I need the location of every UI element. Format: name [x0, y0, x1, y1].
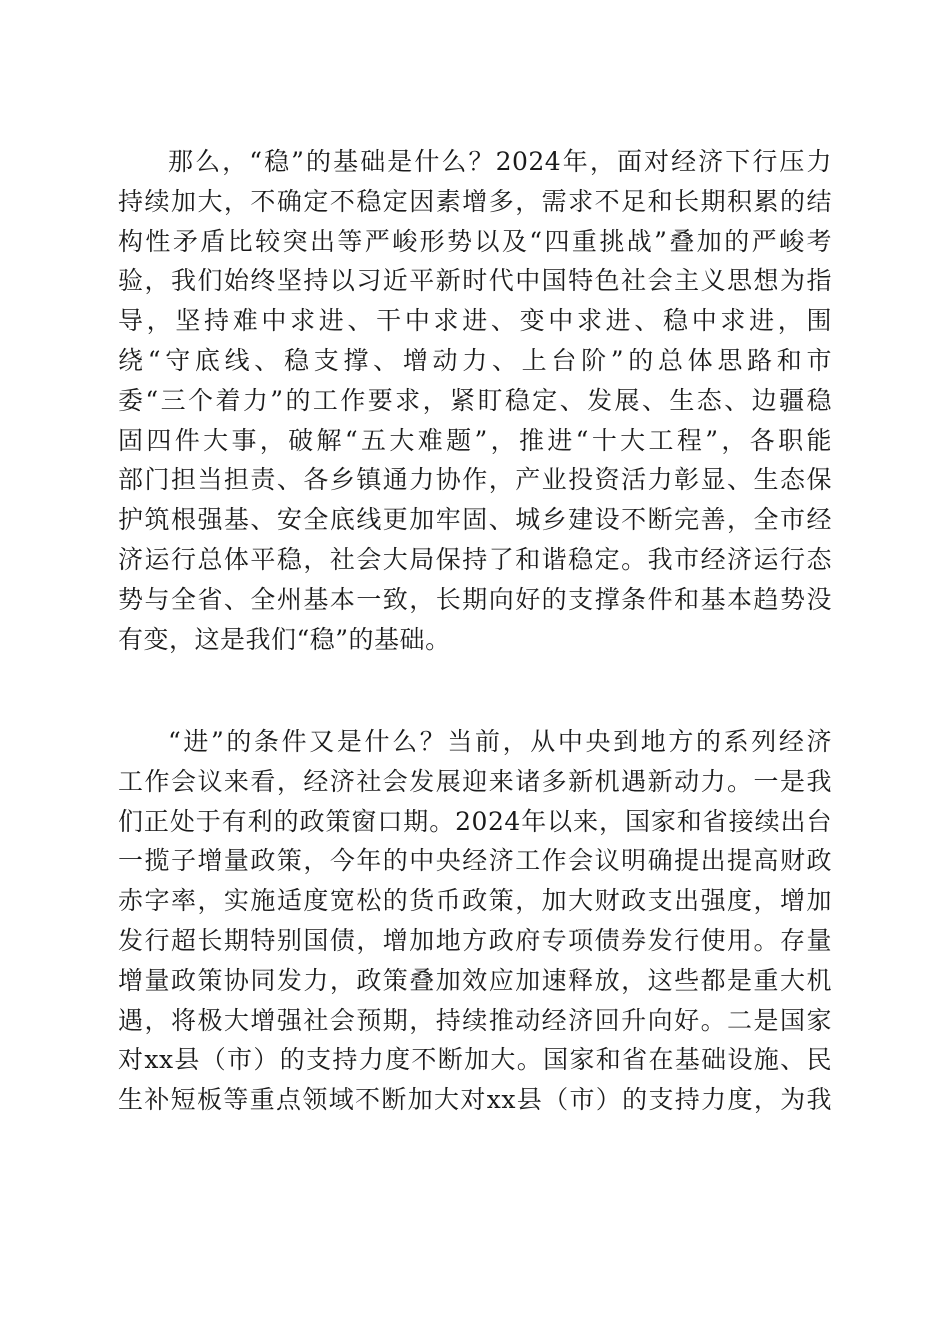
paragraph-line: 持续加大，不确定不稳定因素增多，需求不足和长期积累的结 — [118, 186, 832, 216]
paragraph-line: 构性矛盾比较突出等严峻形势以及“四重挑战”叠加的严峻考 — [118, 226, 832, 256]
paragraph-line: 部门担当担责、各乡镇通力协作，产业投资活力彰显、生态保 — [118, 465, 832, 495]
paragraph-line: 护筑根强基、安全底线更加牢固、城乡建设不断完善，全市经 — [118, 505, 832, 535]
paragraph-line: 赤字率，实施适度宽松的货币政策，加大财政支出强度，增加 — [118, 886, 832, 916]
paragraph-line: 们正处于有利的政策窗口期。2024年以来，国家和省接续出台 — [118, 806, 832, 836]
paragraph-line: 生补短板等重点领域不断加大对xx县（市）的支持力度，为我 — [118, 1085, 832, 1115]
paragraph-line: 发行超长期特别国债，增加地方政府专项债券发行使用。存量 — [118, 925, 832, 955]
paragraph-line: 有变，这是我们“稳”的基础。 — [118, 624, 451, 654]
paragraph-line: 势与全省、全州基本一致，长期向好的支撑条件和基本趋势没 — [118, 584, 832, 614]
paragraph-line: 对xx县（市）的支持力度不断加大。国家和省在基础设施、民 — [118, 1045, 832, 1075]
paragraph-line: 增量政策协同发力，政策叠加效应加速释放，这些都是重大机 — [118, 965, 832, 995]
paragraph-line: 遇，将极大增强社会预期，持续推动经济回升向好。二是国家 — [118, 1005, 832, 1035]
paragraph-line: 那么，“稳”的基础是什么？2024年，面对经济下行压力 — [168, 147, 832, 176]
paragraph-line: 导，坚持难中求进、干中求进、变中求进、稳中求进，围 — [118, 306, 832, 336]
paragraph-line: 委“三个着力”的工作要求，紧盯稳定、发展、生态、边疆稳 — [118, 385, 832, 415]
paragraph-line: 济运行总体平稳，社会大局保持了和谐稳定。我市经济运行态 — [118, 544, 832, 574]
paragraph-line: 一揽子增量政策，今年的中央经济工作会议明确提出提高财政 — [118, 846, 832, 876]
paragraph-line: 绕“守底线、稳支撑、增动力、上台阶”的总体思路和市 — [118, 345, 832, 375]
paragraph-line: “进”的条件又是什么？当前，从中央到地方的系列经济 — [168, 727, 832, 756]
paragraph-stability — [118, 142, 832, 659]
paragraph-progress — [118, 722, 832, 1120]
paragraph-line: 工作会议来看，经济社会发展迎来诸多新机遇新动力。一是我 — [118, 766, 832, 796]
paragraph-line: 验，我们始终坚持以习近平新时代中国特色社会主义思想为指 — [118, 266, 832, 296]
paragraph-line: 固四件大事，破解“五大难题”，推进“十大工程”，各职能 — [118, 425, 832, 455]
